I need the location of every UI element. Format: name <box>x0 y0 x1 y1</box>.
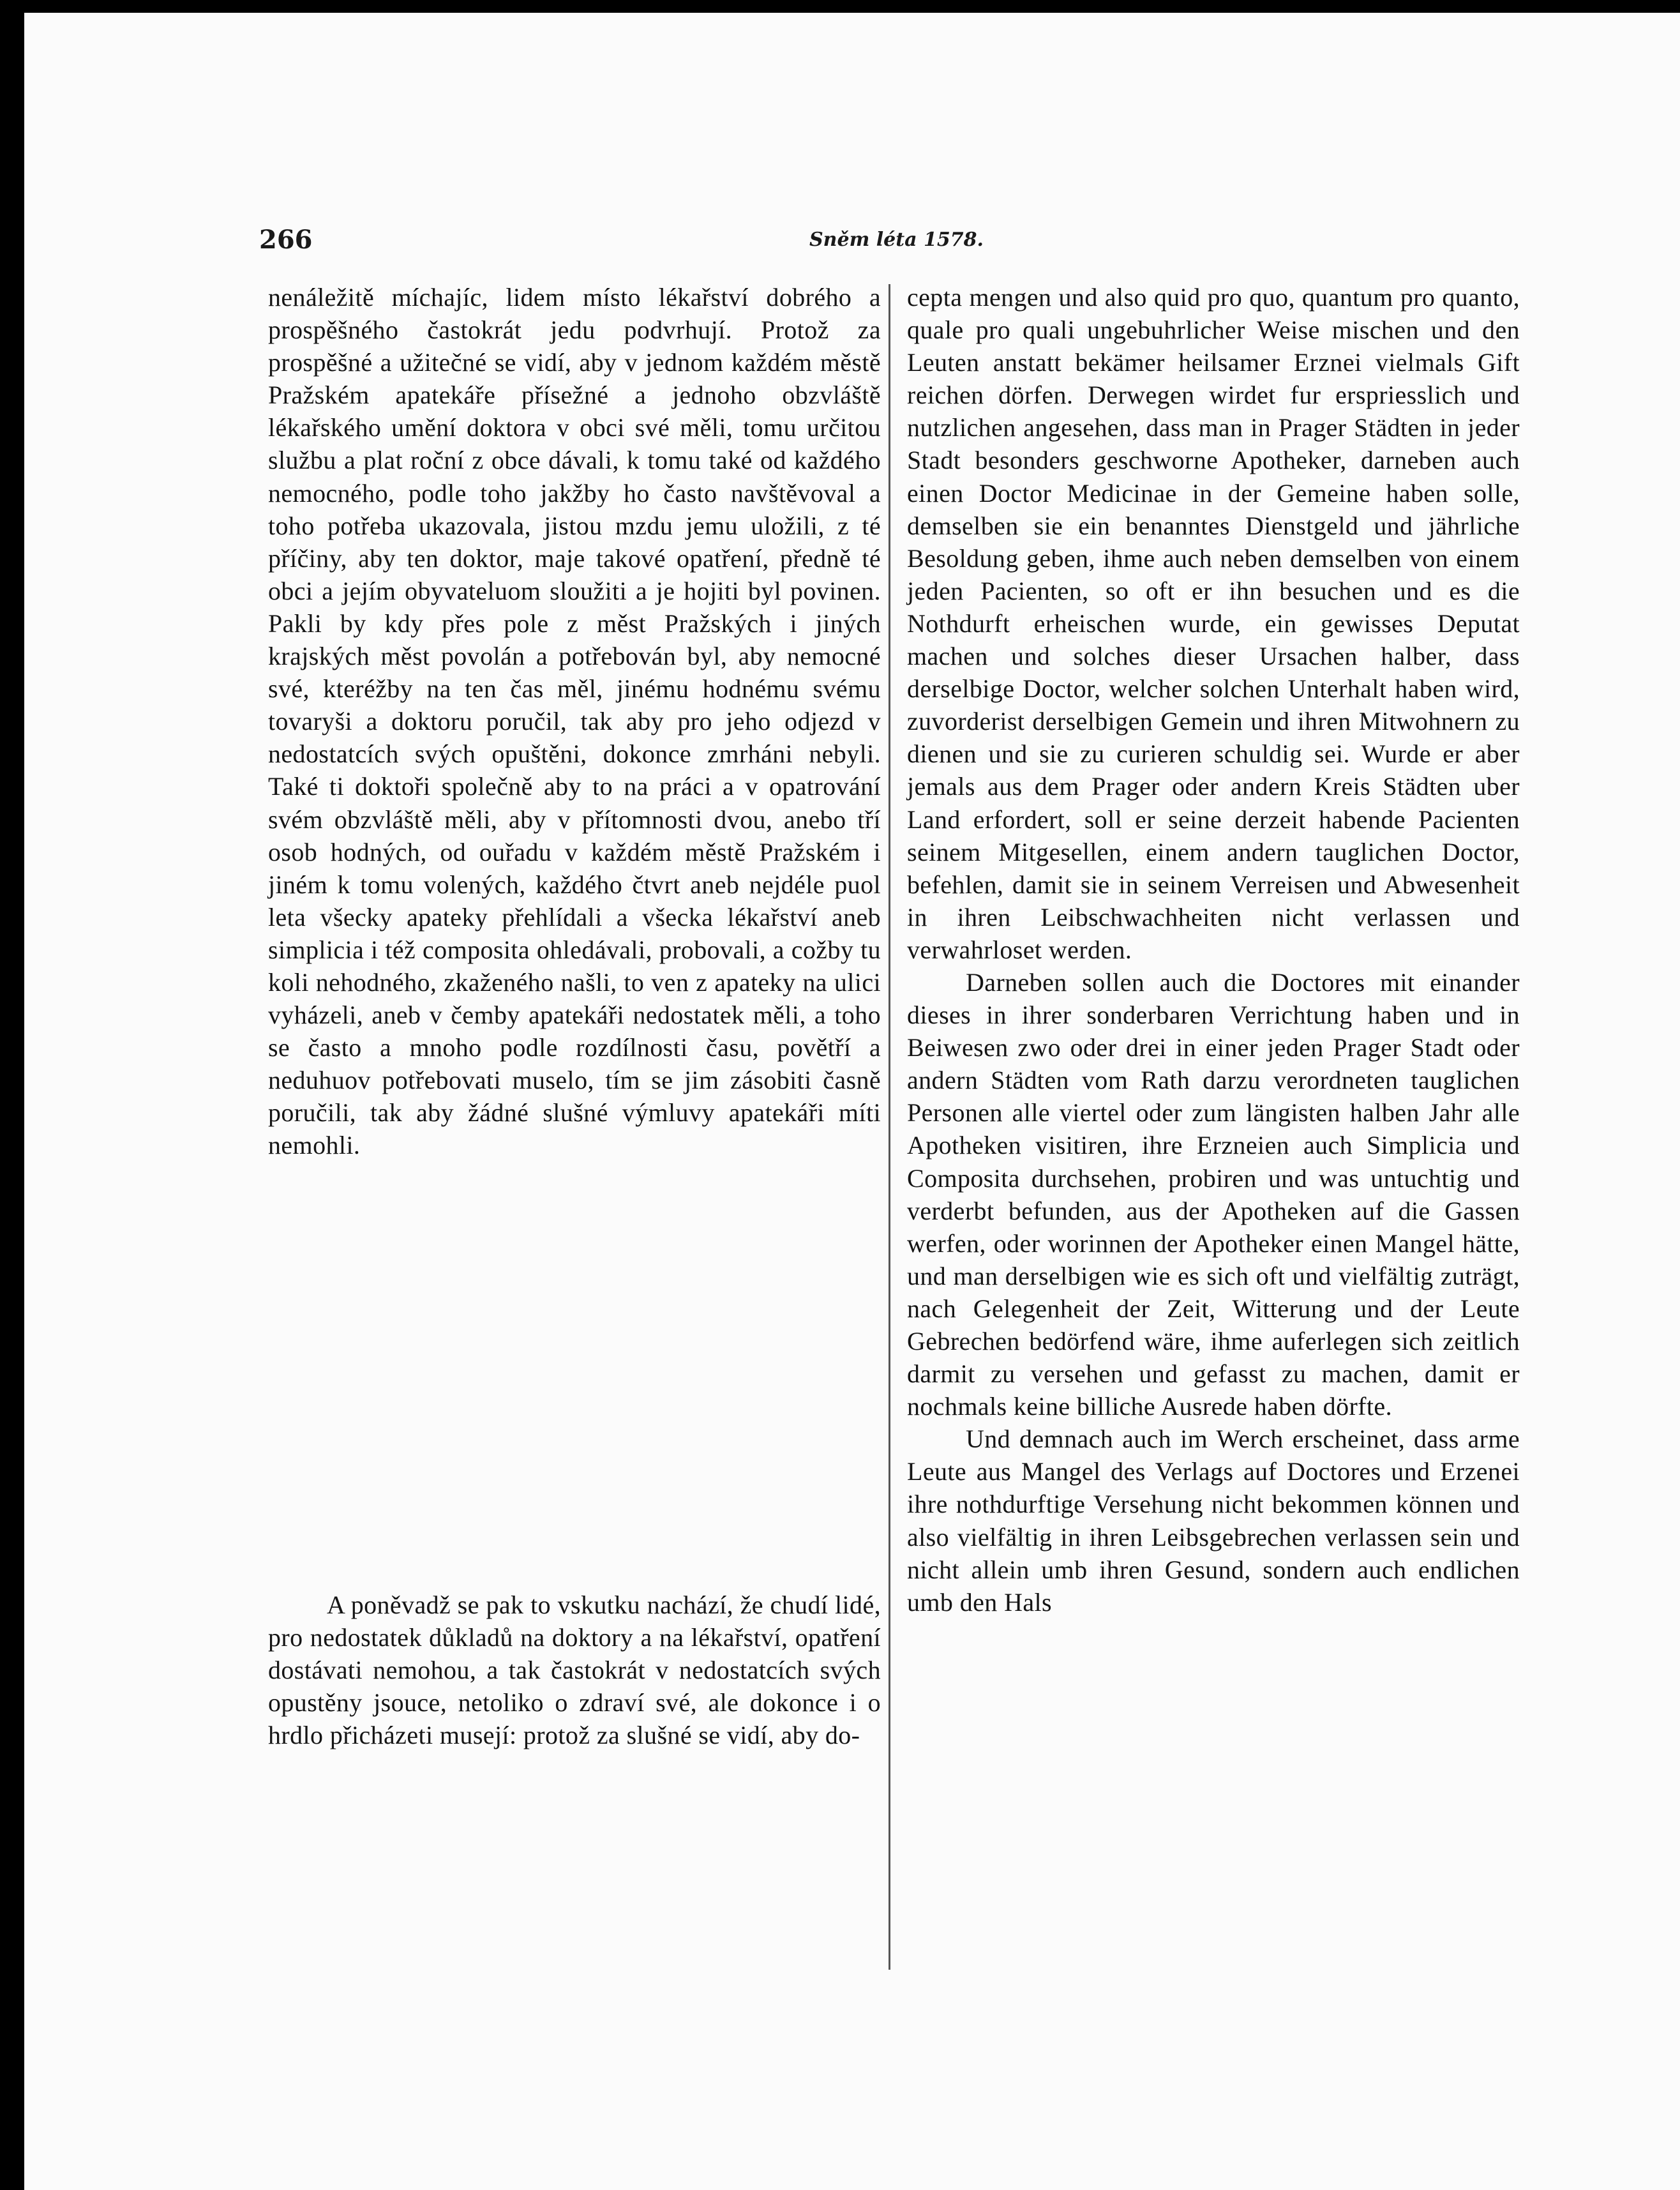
running-title: Sněm léta 1578. <box>809 229 984 251</box>
czech-column-top <box>268 281 881 1162</box>
czech-column-bottom <box>268 1589 881 1751</box>
german-paragraph-1: cepta mengen und also quid pro quo, quantum pro quanto, quale pro quali ungebuhrlicher Weise mischen und den Leuten anstatt bekämer heilsamer Erznei vielmals Gift reichen dörfen. Derwegen wirdet fur erspriesslich und nutzlichen angesehen, dass man in Prager Städten in jeder Stadt besonders geschworne Apotheker, darneben auch einen Doctor Medicinae in der Gemeine haben solle, demselben sie ein benanntes Dienstgeld und jährliche Besoldung geben, ihme auch neben demselben von einem jeden Pacienten, so oft er ihn besuchen und es die Nothdurft erheischen wurde, ein gewisses Deputat machen und solches dieser Ursachen halber, dass derselbige Doctor, welcher solchen Unterhalt haben wird, zuvorderist derselbigen Gemein und ihren Mitwohnern zu dienen und sie zu curieren schuldig sei. Wurde er aber jemals aus dem Prager oder andern Kreis Städten uber Land erfordert, soll er seine derzeit habende Pacienten seinem Mitgesellen, einem andern tauglichen Doctor, befehlen, damit sie in seinem Verreisen und Abwesenheit in ihren Leibschwachheiten nicht verlassen und verwahrloset werden. <box>907 283 1520 964</box>
running-head <box>24 225 1680 263</box>
german-column <box>907 281 1520 1619</box>
german-paragraph-3: Und demnach auch im Werch erscheinet, dass arme Leute aus Mangel des Verlags auf Doctores und Erzenei ihre nothdurftige Versehung nicht bekommen können und also vielfältig in ihren Leibsgebrechen verlassen sein und nicht allein umb ihren Gesund, sondern auch endlichen umb den Hals <box>907 1424 1520 1617</box>
page-number: 266 <box>259 225 313 255</box>
page-sheet <box>24 13 1680 2190</box>
column-divider <box>889 284 890 1970</box>
czech-paragraph-1: nenáležitě míchajíc, lidem místo lékařství dobrého a prospěšného častokrát jedu podvrhují. Protož za prospěšné a užitečné se vidí, aby v jednom každém městě Pražském apatekáře přísežné a jednoho obzvláště lékařského umění doktora v obci své měli, tomu určitou službu a plat roční z obce dávali, k tomu také od každého nemocného, podle toho jakžby ho často navštěvoval a toho potřeba ukazovala, jistou mzdu jemu uložili, z té příčiny, aby ten doktor, maje takové opatření, předně té obci a jejím obyvateluom sloužiti a je hojiti byl povinen. Pakli by kdy přes pole z měst Pražských i jiných krajských měst povolán a potřebován byl, aby nemocné své, kteréžby na ten čas měl, jinému hodnému svému tovaryši a doktoru poručil, tak aby pro jeho odjezd v nedostatcích svých opuštěni, dokonce zmrháni nebyli. Také ti doktoři společně aby to na práci a v opatrování svém obzvláště měli, aby v přítomnosti dvou, anebo tří osob hodných, od ouřadu v každém městě Pražském i jiném k tomu volených, každého čtvrt aneb nejdéle puol leta všecky apateky přehlídali a všecka lékařství aneb simplicia i též composita ohledávali, probovali, a cožby tu koli nehodného, zkaženého našli, to ven z apateky na ulici vyházeli, aneb v čemby apatekáři nedostatek měli, a toho se často a mnoho podle rozdílnosti času, povětří a neduhuov potřebovati muselo, tím se jim zásobiti časně poručili, tak aby žádné slušné výmluvy apatekáři míti nemohli. <box>268 283 881 1160</box>
german-paragraph-2: Darneben sollen auch die Doctores mit einander dieses in ihrer sonderbaren Verrichtung haben und in Beiwesen zwo oder drei in einer jeden Prager Stadt oder andern Städten vom Rath darzu verordneten tauglichen Personen alle viertel oder zum längisten halben Jahr alle Apotheken visitiren, ihre Erzneien auch Simplicia und Composita durchsehen, probiren und was untuchtig und verderbt befunden, aus der Apotheken auf die Gassen werfen, oder worinnen der Apotheker einen Mangel hätte, und man derselbigen wie es sich oft und vielfältig zuträgt, nach Gelegenheit der Zeit, Witterung und der Leute Gebrechen bedörfend wäre, ihme auferlegen sich zeitlich darmit zu versehen und gefasst zu machen, damit er nochmals keine billiche Ausrede haben dörfte. <box>907 967 1520 1421</box>
czech-paragraph-2: A poněvadž se pak to vskutku nachází, že chudí lidé, pro nedostatek důkladů na doktory a na lékařství, opatření dostávati nemohou, a tak častokrát v nedostatcích svých opustěny jsouce, netoliko o zdraví své, ale dokonce i o hrdlo přicházeti musejí: protož za slušné se vidí, aby do- <box>268 1590 881 1750</box>
